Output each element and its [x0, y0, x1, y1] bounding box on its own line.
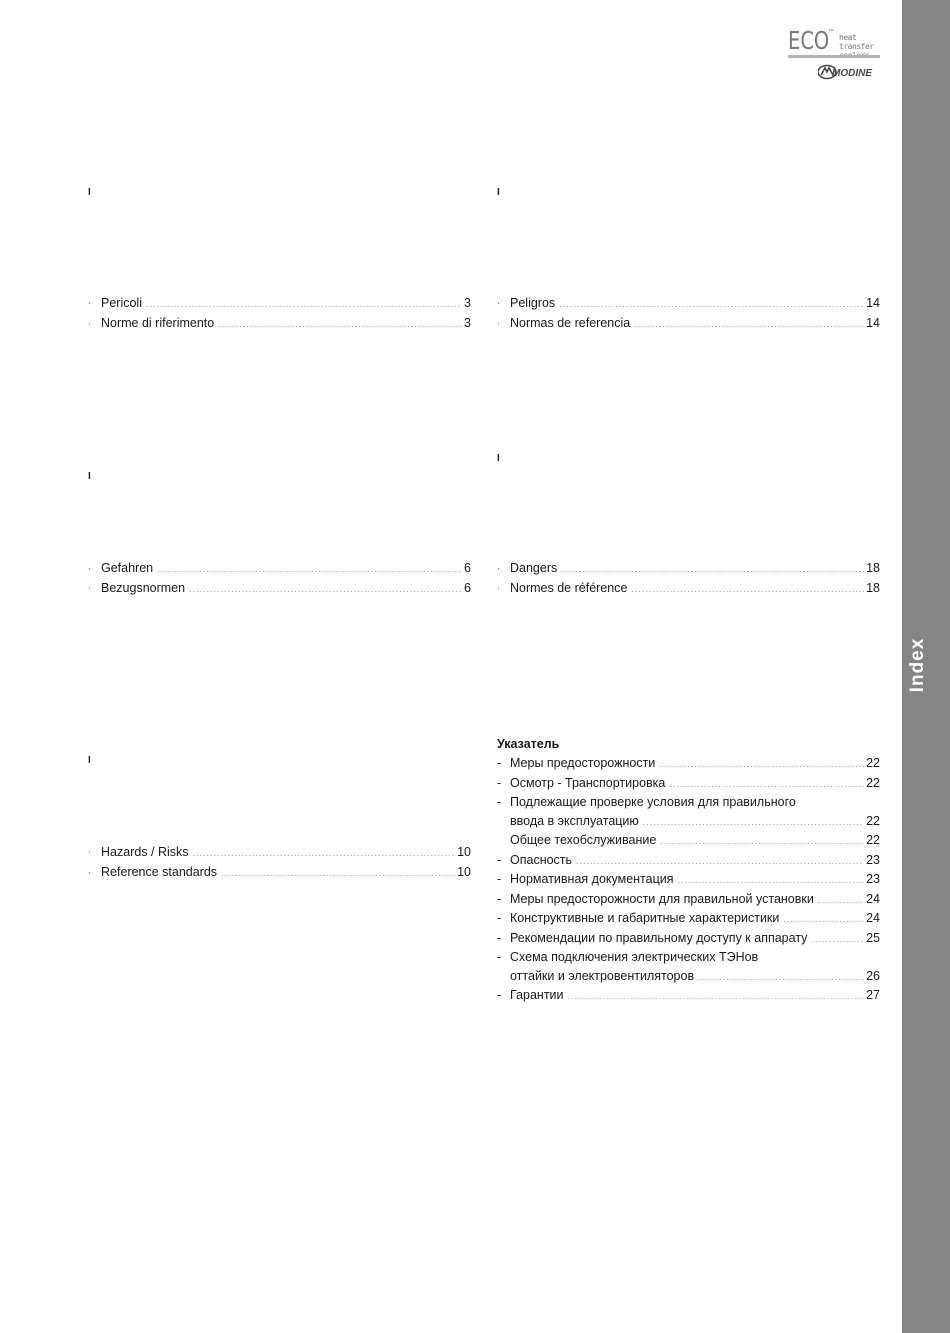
toc-entry[interactable] — [497, 559, 880, 579]
entry-title: Нормативная документация — [510, 872, 674, 886]
dot-leader — [643, 813, 864, 832]
section-marker-fr: I — [497, 453, 500, 464]
modine-logo-icon — [818, 64, 882, 80]
page-number: 23 — [866, 872, 880, 886]
toc-entry[interactable] — [497, 986, 880, 1006]
toc-fr — [497, 559, 880, 598]
toc-entry[interactable] — [497, 754, 880, 774]
page-number: 18 — [866, 561, 880, 575]
page-number: 18 — [866, 580, 880, 595]
page-number: 10 — [457, 864, 471, 879]
bullet: - — [497, 775, 502, 790]
entry-title: Рекомендации по правильному доступу к аппарату — [510, 930, 808, 945]
bullet: - — [497, 911, 502, 925]
toc-entry[interactable] — [497, 890, 880, 910]
toc-entry[interactable] — [497, 774, 880, 794]
bullet: · — [88, 866, 91, 877]
toc-entry[interactable] — [497, 294, 880, 314]
entry-title: Reference standards — [101, 864, 218, 879]
toc-entry[interactable] — [497, 314, 880, 334]
dot-leader — [576, 852, 864, 871]
toc-ru — [497, 754, 880, 1006]
page-number: 24 — [866, 911, 880, 925]
bullet: - — [497, 891, 502, 906]
entry-title: Normes de référence — [510, 580, 628, 595]
logo-tm: ™ — [828, 29, 834, 35]
toc-entry[interactable] — [497, 948, 880, 967]
entry-title: Гарантии — [510, 988, 564, 1002]
dot-leader — [146, 295, 462, 314]
toc-entry[interactable] — [497, 793, 880, 812]
toc-en — [88, 843, 471, 882]
toc-entry[interactable] — [88, 559, 471, 579]
bullet: · — [88, 317, 91, 328]
eco-modine-logo — [788, 28, 882, 84]
page-number: 25 — [866, 930, 880, 945]
bullet: - — [497, 852, 502, 867]
bullet: · — [88, 582, 91, 593]
logo-brand-text: MODINE — [832, 68, 872, 79]
page-number: 14 — [866, 296, 880, 310]
entry-title: Подлежащие проверке условия для правильного — [510, 795, 796, 809]
toc-entry[interactable] — [88, 294, 471, 314]
dot-leader — [568, 987, 865, 1006]
bullet: · — [88, 298, 91, 308]
entry-title: Norme di riferimento — [101, 315, 215, 330]
entry-title: Схема подключения электрических ТЭНов — [510, 950, 759, 964]
bullet: · — [88, 847, 91, 857]
dot-leader — [811, 930, 864, 949]
side-index-label: Index — [907, 637, 928, 693]
bullet: - — [497, 795, 502, 809]
entry-title: ввода в эксплуатацию — [510, 813, 639, 828]
dot-leader — [631, 580, 864, 599]
bullet: · — [497, 563, 500, 573]
dot-leader — [157, 560, 462, 579]
logo-eco-text: ECO — [788, 26, 830, 55]
page-number: 23 — [866, 852, 880, 867]
bullet: - — [497, 988, 502, 1002]
toc-it — [88, 294, 471, 333]
dot-leader — [221, 864, 455, 883]
entry-title: Normas de referencia — [510, 315, 631, 330]
toc-entry[interactable] — [497, 967, 880, 987]
toc-entry[interactable] — [88, 843, 471, 863]
toc-entry[interactable] — [88, 863, 471, 883]
dot-leader — [189, 580, 462, 599]
section-marker-it: I — [88, 187, 91, 198]
page-number: 6 — [464, 561, 471, 575]
page-number: 22 — [866, 775, 880, 790]
bullet: - — [497, 756, 502, 770]
logo-tagline-line1: heat transfer — [839, 33, 874, 51]
section-marker-es: I — [497, 187, 500, 198]
toc-entry[interactable] — [497, 579, 880, 599]
dot-leader — [660, 832, 864, 851]
page-number: 22 — [866, 833, 880, 847]
entry-title: оттайки и электровентиляторов — [510, 968, 695, 983]
dot-leader — [669, 775, 864, 794]
toc-es — [497, 294, 880, 333]
entry-title: Peligros — [510, 296, 556, 310]
bullet: · — [88, 563, 91, 573]
bullet: · — [497, 298, 500, 308]
toc-entry[interactable] — [497, 929, 880, 949]
page-number: 6 — [464, 580, 471, 595]
logo-rule — [788, 55, 880, 58]
dot-leader — [678, 871, 865, 890]
page-number: 24 — [866, 891, 880, 906]
page-number: 3 — [464, 296, 471, 310]
dot-leader — [218, 315, 462, 334]
dot-leader — [698, 968, 864, 987]
page-number: 22 — [866, 813, 880, 828]
entry-title: Pericoli — [101, 296, 142, 310]
page-number: 26 — [866, 968, 880, 983]
entry-title: Меры предосторожности для правильной установки — [510, 891, 814, 906]
page-number: 3 — [464, 315, 471, 330]
toc-entry[interactable] — [88, 314, 471, 334]
bullet: · — [497, 582, 500, 593]
bullet: - — [497, 950, 502, 964]
dot-leader — [193, 844, 456, 863]
entry-title: Hazards / Risks — [101, 845, 189, 859]
toc-entry[interactable] — [497, 870, 880, 890]
page-number: 22 — [866, 756, 880, 770]
dot-leader — [659, 755, 864, 774]
entry-title: Общее техобслуживание — [510, 833, 657, 847]
section-marker-de: I — [88, 471, 91, 482]
entry-title: Осмотр - Транспортировка — [510, 775, 666, 790]
section-heading-ru: Указатель — [497, 737, 560, 751]
entry-title: Конструктивные и габаритные характеристики — [510, 911, 780, 925]
dot-leader — [634, 315, 864, 334]
entry-title: Dangers — [510, 561, 558, 575]
dot-leader — [559, 295, 864, 314]
toc-entry[interactable] — [497, 909, 880, 929]
toc-entry[interactable] — [497, 812, 880, 832]
toc-de — [88, 559, 471, 598]
dot-leader — [561, 560, 864, 579]
dot-leader — [783, 910, 864, 929]
entry-title: Опасность — [510, 852, 573, 867]
bullet: - — [497, 930, 502, 945]
toc-entry[interactable] — [497, 851, 880, 871]
dot-leader — [818, 891, 864, 910]
bullet: · — [497, 317, 500, 328]
page-number: 27 — [866, 988, 880, 1002]
page-number: 10 — [457, 845, 471, 859]
toc-entry[interactable] — [88, 579, 471, 599]
section-marker-en: I — [88, 755, 91, 766]
toc-entry[interactable] — [497, 831, 880, 851]
entry-title: Bezugsnormen — [101, 580, 186, 595]
entry-title: Меры предосторожности — [510, 756, 656, 770]
page-number: 14 — [866, 315, 880, 330]
entry-title: Gefahren — [101, 561, 154, 575]
bullet: - — [497, 872, 502, 886]
